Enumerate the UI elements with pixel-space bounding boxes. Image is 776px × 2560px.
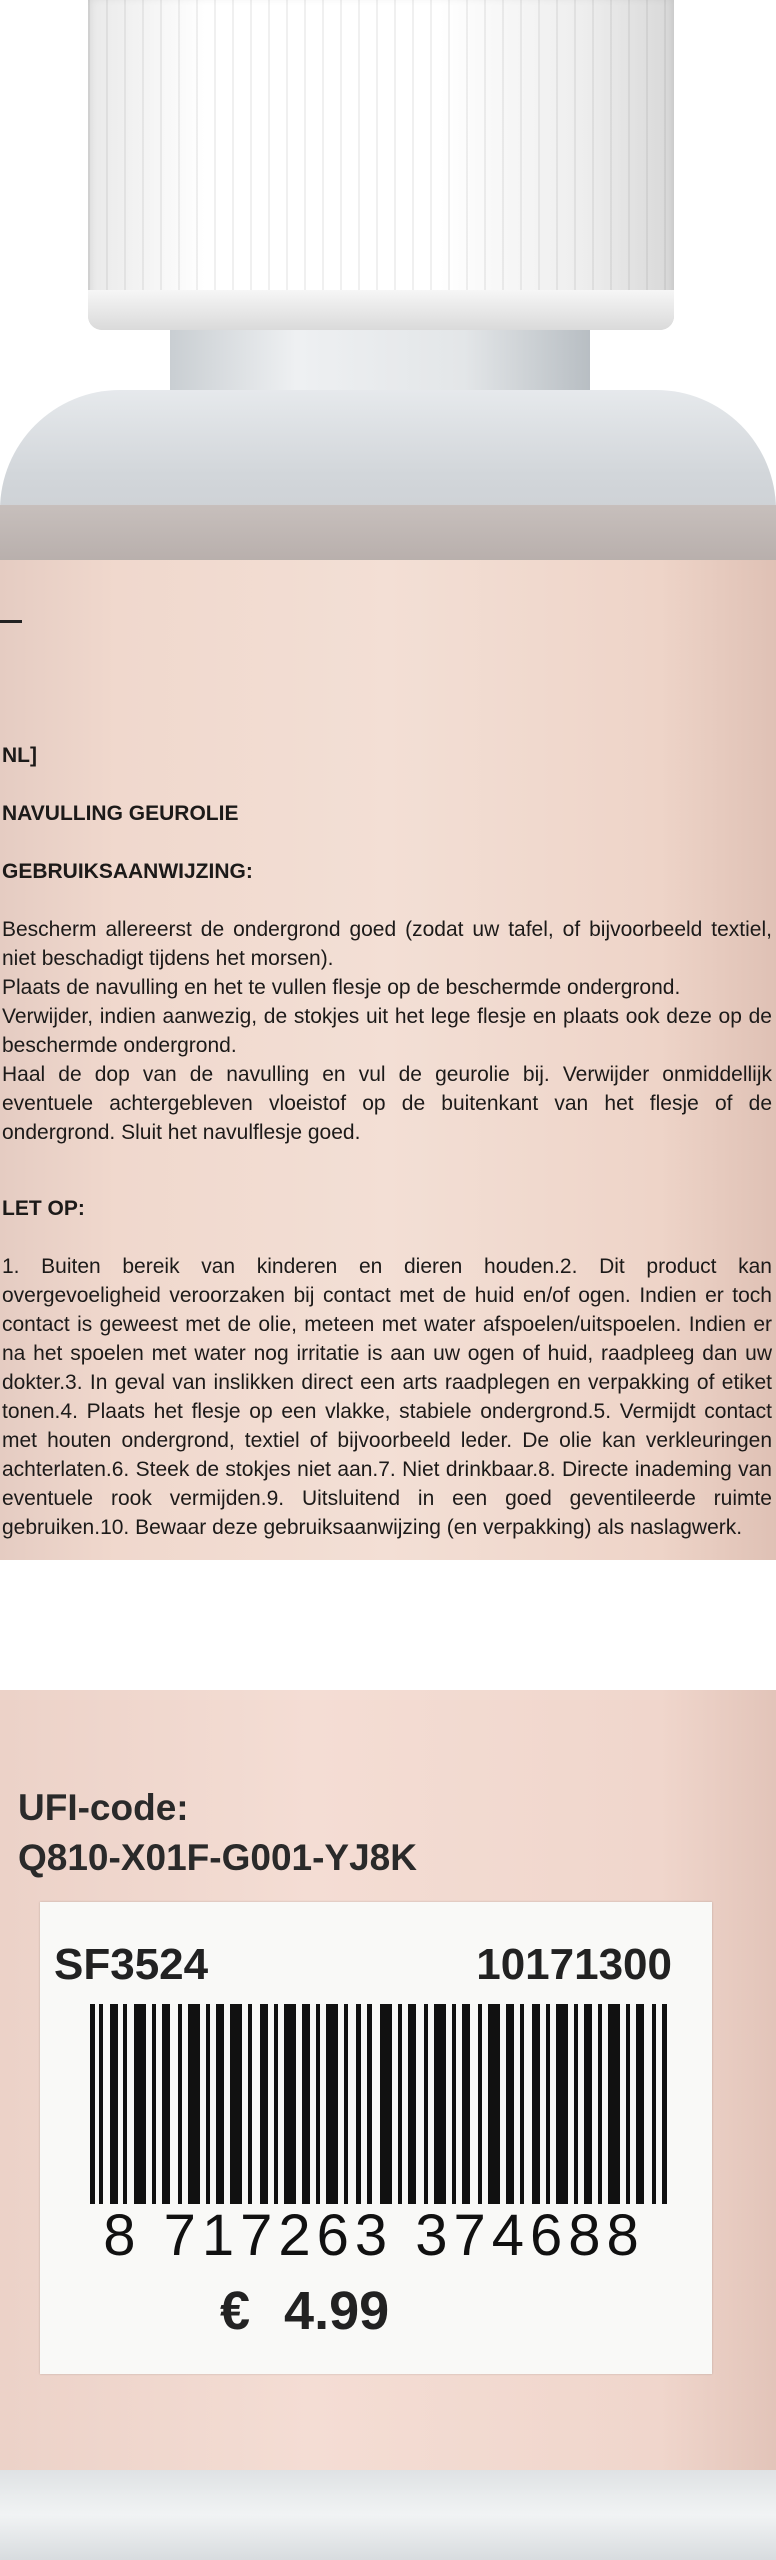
warnings-text: 1. Buiten bereik van kinderen en dieren houden.2. Dit product kan overgevoeligheid veroorzaken bij contact met de huid en/of ogen. Indien er toch contact is geweest met de olie, meteen met water afspoelen/uitspoelen. Indien er na het spoelen met water nog irritatie is aan uw ogen of huid, raadpleeg dan uw dokter.3. In geval van inslikken direct een arts raadplegen en verpakking of etiket tonen.4. Plaats het flesje op een vlakke, stabiele ondergrond.5. Vermijdt contact met houten ondergrond, textiel of bijvoorbeeld leder. De olie kan verkleuringen achterlaten.6. Steek de stokjes niet aan.7. Niet drinkbaar.8. Directe inademing van eventuele rook vermijden.9. Uitsluitend in een goed geventileerde ruimte gebruiken.10. Bewaar deze gebruiksaanwijzing (en verpakking) als naslagwerk. <box>2 1255 772 1539</box>
sticker-code: SF3524 <box>54 1940 209 1989</box>
cap-lip <box>88 290 674 330</box>
oil-level <box>0 505 776 565</box>
language-tag: NL] <box>2 744 37 767</box>
label-text <box>2 712 772 1571</box>
barcode-digits: 8 717263 374688 <box>103 2203 645 2268</box>
warnings-heading: LET OP: <box>2 1197 85 1220</box>
cap-ridges <box>88 0 674 290</box>
ufi-code: Q810-X01F-G001-YJ8K <box>18 1837 417 1878</box>
usage-instructions: Bescherm allereerst de ondergrond goed (zodat uw tafel, of bijvoorbeeld textiel, niet beschadigt tijdens het morsen). Plaats de navulling en het te vullen flesje op de beschermde ondergrond. Verwijder, indien aanwezig, de stokjes uit het lege flesje en plaats ook deze op de beschermde ondergrond. Haal de dop van de navulling en vul de geurolie bij. Verwijder onmiddellijk eventuele achtergebleven vloeistof op de buitenkant van het flesje of de ondergrond. Sluit het navulflesje goed. <box>2 918 772 1144</box>
bottle-cap <box>88 0 674 330</box>
article-number: 10171300 <box>476 1940 672 1989</box>
ufi-block <box>18 1783 417 1883</box>
label-edge-mark <box>0 620 22 623</box>
price-currency: € <box>220 2281 251 2341</box>
ufi-label: UFI-code: <box>18 1787 189 1828</box>
price-value: 4.99 <box>284 2281 390 2341</box>
bottle-base <box>0 2470 776 2560</box>
product-name: NAVULLING GEUROLIE <box>2 802 239 825</box>
price-sticker <box>40 1902 712 2374</box>
barcode <box>90 2004 670 2204</box>
price <box>220 2280 389 2342</box>
usage-heading: GEBRUIKSAANWIJZING: <box>2 860 253 883</box>
